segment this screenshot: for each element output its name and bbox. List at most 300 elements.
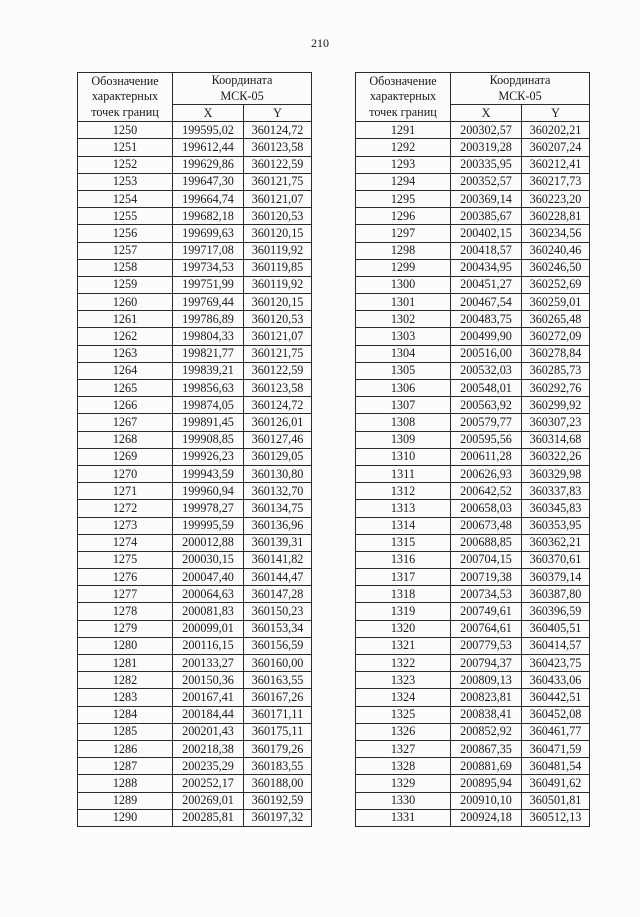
point-number-cell: 1295 [356, 190, 451, 207]
x-coordinate-cell: 199943,59 [173, 465, 244, 482]
y-coordinate-cell: 360442,51 [522, 689, 590, 706]
table-row [78, 483, 312, 500]
point-number-cell: 1270 [78, 465, 173, 482]
point-number-cell: 1294 [356, 173, 451, 190]
x-coordinate-cell: 199717,08 [173, 242, 244, 259]
table-row [78, 500, 312, 517]
point-number-cell: 1256 [78, 225, 173, 242]
x-coordinate-cell: 200548,01 [451, 380, 522, 397]
x-coordinate-cell: 200402,15 [451, 225, 522, 242]
x-coordinate-cell: 199926,23 [173, 448, 244, 465]
point-number-cell: 1289 [78, 792, 173, 809]
x-coordinate-cell: 200352,57 [451, 173, 522, 190]
x-coordinate-cell: 200064,63 [173, 586, 244, 603]
point-number-cell: 1314 [356, 517, 451, 534]
y-coordinate-cell: 360252,69 [522, 276, 590, 293]
table-row [356, 190, 590, 207]
x-coordinate-cell: 199995,59 [173, 517, 244, 534]
y-coordinate-cell: 360307,23 [522, 414, 590, 431]
y-coordinate-cell: 360259,01 [522, 294, 590, 311]
x-coordinate-cell: 200235,29 [173, 758, 244, 775]
table-row [78, 758, 312, 775]
x-coordinate-cell: 200030,15 [173, 551, 244, 568]
y-coordinate-cell: 360121,75 [244, 345, 312, 362]
point-designation-header: Обозначение характерных точек границ [78, 73, 173, 122]
y-coordinate-cell: 360132,70 [244, 483, 312, 500]
table-row [356, 723, 590, 740]
table-row [356, 809, 590, 826]
y-coordinate-cell: 360202,21 [522, 122, 590, 139]
x-coordinate-cell: 200532,03 [451, 362, 522, 379]
y-coordinate-cell: 360337,83 [522, 483, 590, 500]
table-row [356, 294, 590, 311]
point-number-cell: 1291 [356, 122, 451, 139]
coordinates-table-left [77, 72, 312, 827]
x-coordinate-cell: 200099,01 [173, 620, 244, 637]
table-row [78, 723, 312, 740]
table-row [78, 637, 312, 654]
x-coordinate-cell: 199664,74 [173, 190, 244, 207]
point-number-cell: 1259 [78, 276, 173, 293]
table-row [356, 672, 590, 689]
table-row [356, 328, 590, 345]
x-coordinate-cell: 200483,75 [451, 311, 522, 328]
table-row [78, 534, 312, 551]
y-coordinate-cell: 360150,23 [244, 603, 312, 620]
table-row [78, 809, 312, 826]
x-coordinate-cell: 200688,85 [451, 534, 522, 551]
y-coordinate-cell: 360197,32 [244, 809, 312, 826]
table-row [356, 242, 590, 259]
table-row [356, 792, 590, 809]
x-coordinate-cell: 200794,37 [451, 655, 522, 672]
x-coordinate-cell: 200673,48 [451, 517, 522, 534]
y-coordinate-cell: 360299,92 [522, 397, 590, 414]
table-row [356, 139, 590, 156]
point-number-cell: 1253 [78, 173, 173, 190]
point-number-cell: 1268 [78, 431, 173, 448]
point-number-cell: 1315 [356, 534, 451, 551]
y-coordinate-cell: 360130,80 [244, 465, 312, 482]
table-row [78, 603, 312, 620]
x-coordinate-cell: 200451,27 [451, 276, 522, 293]
table-row [356, 637, 590, 654]
y-coordinate-cell: 360121,07 [244, 328, 312, 345]
table-row [356, 380, 590, 397]
y-coordinate-cell: 360120,15 [244, 294, 312, 311]
table-row [356, 259, 590, 276]
y-coordinate-cell: 360141,82 [244, 551, 312, 568]
point-number-cell: 1290 [78, 809, 173, 826]
table-row [78, 740, 312, 757]
point-number-cell: 1317 [356, 569, 451, 586]
y-coordinate-cell: 360121,75 [244, 173, 312, 190]
x-coordinate-cell: 200116,15 [173, 637, 244, 654]
y-coordinate-cell: 360423,75 [522, 655, 590, 672]
table-row [78, 122, 312, 139]
y-coordinate-cell: 360452,08 [522, 706, 590, 723]
table-row [78, 276, 312, 293]
x-coordinate-cell: 200924,18 [451, 809, 522, 826]
point-number-cell: 1255 [78, 208, 173, 225]
y-coordinate-cell: 360120,53 [244, 311, 312, 328]
x-coordinate-cell: 200133,27 [173, 655, 244, 672]
point-number-cell: 1323 [356, 672, 451, 689]
point-number-cell: 1302 [356, 311, 451, 328]
table-row [356, 122, 590, 139]
x-coordinate-cell: 199839,21 [173, 362, 244, 379]
table-row [356, 156, 590, 173]
point-number-cell: 1325 [356, 706, 451, 723]
point-number-cell: 1271 [78, 483, 173, 500]
point-number-cell: 1296 [356, 208, 451, 225]
point-number-cell: 1316 [356, 551, 451, 568]
point-number-cell: 1265 [78, 380, 173, 397]
y-coordinate-cell: 360122,59 [244, 156, 312, 173]
x-coordinate-cell: 200838,41 [451, 706, 522, 723]
point-number-cell: 1250 [78, 122, 173, 139]
x-coordinate-cell: 200269,01 [173, 792, 244, 809]
x-coordinate-cell: 200852,92 [451, 723, 522, 740]
table-row [78, 672, 312, 689]
x-coordinate-cell: 200881,69 [451, 758, 522, 775]
table-row [78, 311, 312, 328]
x-coordinate-cell: 199612,44 [173, 139, 244, 156]
y-coordinate-cell: 360123,58 [244, 380, 312, 397]
point-number-cell: 1300 [356, 276, 451, 293]
x-coordinate-cell: 199856,63 [173, 380, 244, 397]
y-coordinate-cell: 360387,80 [522, 586, 590, 603]
x-coordinate-cell: 200516,00 [451, 345, 522, 362]
point-number-cell: 1278 [78, 603, 173, 620]
table-row [356, 689, 590, 706]
x-coordinate-cell: 200150,36 [173, 672, 244, 689]
y-coordinate-cell: 360175,11 [244, 723, 312, 740]
x-coordinate-cell: 199978,27 [173, 500, 244, 517]
table-row [78, 259, 312, 276]
point-number-cell: 1273 [78, 517, 173, 534]
y-coordinate-cell: 360129,05 [244, 448, 312, 465]
y-coordinate-cell: 360234,56 [522, 225, 590, 242]
x-coordinate-cell: 200910,10 [451, 792, 522, 809]
table-row [78, 190, 312, 207]
table-row [78, 689, 312, 706]
y-coordinate-cell: 360362,21 [522, 534, 590, 551]
point-number-cell: 1301 [356, 294, 451, 311]
point-number-cell: 1285 [78, 723, 173, 740]
table-row [78, 792, 312, 809]
table-row [78, 465, 312, 482]
point-number-cell: 1310 [356, 448, 451, 465]
point-number-cell: 1276 [78, 569, 173, 586]
y-coordinate-cell: 360123,58 [244, 139, 312, 156]
point-number-cell: 1297 [356, 225, 451, 242]
table-row [78, 448, 312, 465]
x-coordinate-cell: 200642,52 [451, 483, 522, 500]
x-coordinate-cell: 200335,95 [451, 156, 522, 173]
x-coordinate-cell: 200611,28 [451, 448, 522, 465]
table-row [78, 655, 312, 672]
y-coordinate-cell: 360501,81 [522, 792, 590, 809]
y-coordinate-cell: 360314,68 [522, 431, 590, 448]
coordinate-system-header: Координата МСК-05 [451, 73, 590, 105]
y-coordinate-cell: 360121,07 [244, 190, 312, 207]
table-row [356, 569, 590, 586]
y-coordinate-cell: 360272,09 [522, 328, 590, 345]
point-number-cell: 1260 [78, 294, 173, 311]
y-coordinate-cell: 360223,20 [522, 190, 590, 207]
x-coordinate-cell: 200218,38 [173, 740, 244, 757]
x-coordinate-cell: 200823,81 [451, 689, 522, 706]
x-coordinate-cell: 200434,95 [451, 259, 522, 276]
coordinates-table-right [355, 72, 590, 827]
y-coordinate-cell: 360512,13 [522, 809, 590, 826]
table-row [78, 517, 312, 534]
y-coordinate-cell: 360144,47 [244, 569, 312, 586]
point-number-cell: 1269 [78, 448, 173, 465]
table-row [356, 758, 590, 775]
table-row [356, 603, 590, 620]
table-row [78, 551, 312, 568]
x-column-header: X [173, 105, 244, 122]
x-coordinate-cell: 200563,92 [451, 397, 522, 414]
table-row [356, 483, 590, 500]
y-coordinate-cell: 360433,06 [522, 672, 590, 689]
y-coordinate-cell: 360461,77 [522, 723, 590, 740]
point-number-cell: 1263 [78, 345, 173, 362]
point-number-cell: 1318 [356, 586, 451, 603]
point-number-cell: 1280 [78, 637, 173, 654]
point-number-cell: 1312 [356, 483, 451, 500]
point-number-cell: 1252 [78, 156, 173, 173]
table-row [356, 655, 590, 672]
x-coordinate-cell: 200626,93 [451, 465, 522, 482]
x-column-header: X [451, 105, 522, 122]
point-number-cell: 1320 [356, 620, 451, 637]
point-number-cell: 1313 [356, 500, 451, 517]
y-coordinate-cell: 360119,85 [244, 259, 312, 276]
y-coordinate-cell: 360414,57 [522, 637, 590, 654]
table-row [356, 465, 590, 482]
y-coordinate-cell: 360396,59 [522, 603, 590, 620]
point-number-cell: 1254 [78, 190, 173, 207]
y-coordinate-cell: 360246,50 [522, 259, 590, 276]
table-row [78, 294, 312, 311]
x-coordinate-cell: 199629,86 [173, 156, 244, 173]
y-coordinate-cell: 360122,59 [244, 362, 312, 379]
table-row [356, 448, 590, 465]
x-coordinate-cell: 199699,63 [173, 225, 244, 242]
table-row [356, 775, 590, 792]
x-coordinate-cell: 199682,18 [173, 208, 244, 225]
table-row [78, 706, 312, 723]
table-row [78, 620, 312, 637]
point-number-cell: 1277 [78, 586, 173, 603]
coordinate-system-header: Координата МСК-05 [173, 73, 312, 105]
point-number-cell: 1311 [356, 465, 451, 482]
x-coordinate-cell: 199960,94 [173, 483, 244, 500]
table-row [356, 706, 590, 723]
x-coordinate-cell: 200499,90 [451, 328, 522, 345]
x-coordinate-cell: 200081,83 [173, 603, 244, 620]
x-coordinate-cell: 199821,77 [173, 345, 244, 362]
table-row [78, 414, 312, 431]
y-coordinate-cell: 360119,92 [244, 242, 312, 259]
table-row [356, 500, 590, 517]
x-coordinate-cell: 200764,61 [451, 620, 522, 637]
x-coordinate-cell: 200867,35 [451, 740, 522, 757]
x-coordinate-cell: 200658,03 [451, 500, 522, 517]
y-coordinate-cell: 360188,00 [244, 775, 312, 792]
table-row [78, 345, 312, 362]
y-coordinate-cell: 360481,54 [522, 758, 590, 775]
x-coordinate-cell: 200579,77 [451, 414, 522, 431]
y-coordinate-cell: 360120,15 [244, 225, 312, 242]
y-coordinate-cell: 360345,83 [522, 500, 590, 517]
point-number-cell: 1283 [78, 689, 173, 706]
y-coordinate-cell: 360379,14 [522, 569, 590, 586]
point-number-cell: 1251 [78, 139, 173, 156]
x-coordinate-cell: 199874,05 [173, 397, 244, 414]
point-number-cell: 1309 [356, 431, 451, 448]
y-coordinate-cell: 360240,46 [522, 242, 590, 259]
table-row [356, 517, 590, 534]
x-coordinate-cell: 199786,89 [173, 311, 244, 328]
point-number-cell: 1331 [356, 809, 451, 826]
y-coordinate-cell: 360212,41 [522, 156, 590, 173]
table-row [356, 586, 590, 603]
point-number-cell: 1266 [78, 397, 173, 414]
y-coordinate-cell: 360126,01 [244, 414, 312, 431]
point-number-cell: 1257 [78, 242, 173, 259]
y-coordinate-cell: 360179,26 [244, 740, 312, 757]
table-row [356, 740, 590, 757]
table-row [78, 775, 312, 792]
point-number-cell: 1305 [356, 362, 451, 379]
x-coordinate-cell: 199647,30 [173, 173, 244, 190]
y-coordinate-cell: 360353,95 [522, 517, 590, 534]
y-coordinate-cell: 360134,75 [244, 500, 312, 517]
y-column-header: Y [522, 105, 590, 122]
x-coordinate-cell: 200047,40 [173, 569, 244, 586]
point-number-cell: 1307 [356, 397, 451, 414]
point-number-cell: 1286 [78, 740, 173, 757]
y-coordinate-cell: 360491,62 [522, 775, 590, 792]
table-row [356, 431, 590, 448]
x-coordinate-cell: 200895,94 [451, 775, 522, 792]
table-row [356, 362, 590, 379]
x-coordinate-cell: 200467,54 [451, 294, 522, 311]
y-coordinate-cell: 360124,72 [244, 122, 312, 139]
table-row [356, 173, 590, 190]
point-number-cell: 1327 [356, 740, 451, 757]
point-number-cell: 1264 [78, 362, 173, 379]
x-coordinate-cell: 200201,43 [173, 723, 244, 740]
point-number-cell: 1272 [78, 500, 173, 517]
point-number-cell: 1292 [356, 139, 451, 156]
table-row [78, 208, 312, 225]
table-row [78, 362, 312, 379]
x-coordinate-cell: 199751,99 [173, 276, 244, 293]
point-number-cell: 1326 [356, 723, 451, 740]
point-number-cell: 1319 [356, 603, 451, 620]
x-coordinate-cell: 200302,57 [451, 122, 522, 139]
table-row [356, 551, 590, 568]
point-number-cell: 1303 [356, 328, 451, 345]
y-coordinate-cell: 360228,81 [522, 208, 590, 225]
point-number-cell: 1293 [356, 156, 451, 173]
point-number-cell: 1261 [78, 311, 173, 328]
y-coordinate-cell: 360292,76 [522, 380, 590, 397]
table-row [78, 569, 312, 586]
point-number-cell: 1321 [356, 637, 451, 654]
point-designation-header: Обозначение характерных точек границ [356, 73, 451, 122]
y-coordinate-cell: 360160,00 [244, 655, 312, 672]
table-row [78, 156, 312, 173]
table-row [78, 431, 312, 448]
table-row [78, 397, 312, 414]
point-number-cell: 1281 [78, 655, 173, 672]
y-coordinate-cell: 360278,84 [522, 345, 590, 362]
x-coordinate-cell: 200779,53 [451, 637, 522, 654]
table-row [78, 173, 312, 190]
x-coordinate-cell: 200385,67 [451, 208, 522, 225]
point-number-cell: 1304 [356, 345, 451, 362]
table-row [78, 380, 312, 397]
x-coordinate-cell: 199804,33 [173, 328, 244, 345]
table-row [356, 208, 590, 225]
y-coordinate-cell: 360471,59 [522, 740, 590, 757]
y-column-header: Y [244, 105, 312, 122]
x-coordinate-cell: 200595,56 [451, 431, 522, 448]
x-coordinate-cell: 200369,14 [451, 190, 522, 207]
table-row [78, 225, 312, 242]
point-number-cell: 1274 [78, 534, 173, 551]
table-row [78, 586, 312, 603]
table-row [356, 276, 590, 293]
table-row [78, 328, 312, 345]
x-coordinate-cell: 199769,44 [173, 294, 244, 311]
x-coordinate-cell: 200184,44 [173, 706, 244, 723]
x-coordinate-cell: 199908,85 [173, 431, 244, 448]
page-number: 210 [311, 36, 329, 50]
x-coordinate-cell: 200734,53 [451, 586, 522, 603]
point-number-cell: 1298 [356, 242, 451, 259]
x-coordinate-cell: 200418,57 [451, 242, 522, 259]
point-number-cell: 1284 [78, 706, 173, 723]
y-coordinate-cell: 360156,59 [244, 637, 312, 654]
y-coordinate-cell: 360207,24 [522, 139, 590, 156]
point-number-cell: 1330 [356, 792, 451, 809]
y-coordinate-cell: 360183,55 [244, 758, 312, 775]
x-coordinate-cell: 200285,81 [173, 809, 244, 826]
x-coordinate-cell: 200749,61 [451, 603, 522, 620]
x-coordinate-cell: 200319,28 [451, 139, 522, 156]
point-number-cell: 1324 [356, 689, 451, 706]
y-coordinate-cell: 360139,31 [244, 534, 312, 551]
y-coordinate-cell: 360192,59 [244, 792, 312, 809]
x-coordinate-cell: 200012,88 [173, 534, 244, 551]
point-number-cell: 1329 [356, 775, 451, 792]
point-number-cell: 1288 [78, 775, 173, 792]
table-row [356, 311, 590, 328]
table-row [356, 534, 590, 551]
point-number-cell: 1287 [78, 758, 173, 775]
y-coordinate-cell: 360153,34 [244, 620, 312, 637]
y-coordinate-cell: 360136,96 [244, 517, 312, 534]
y-coordinate-cell: 360285,73 [522, 362, 590, 379]
point-number-cell: 1267 [78, 414, 173, 431]
